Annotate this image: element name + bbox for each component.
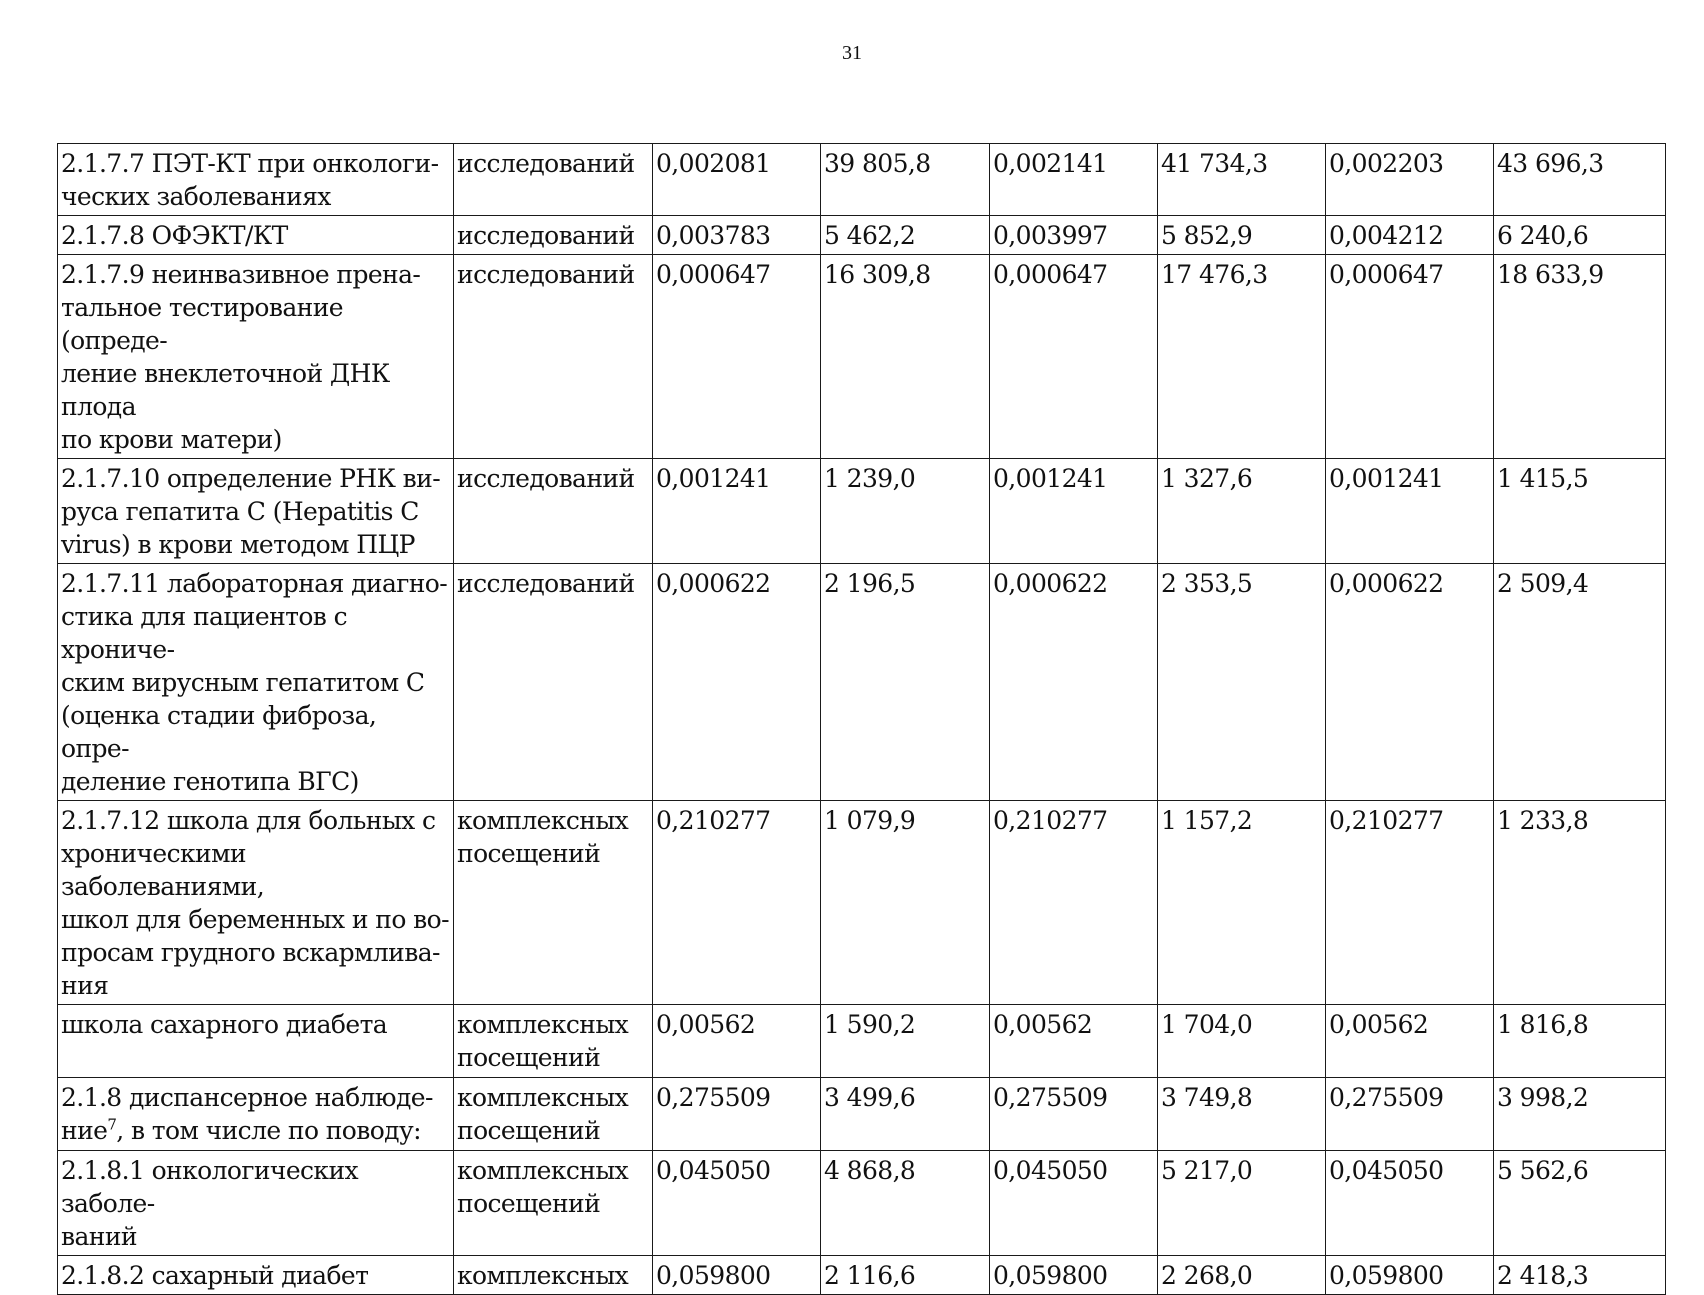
unit-line: исследований xyxy=(457,464,635,493)
service-name-line: virus) в крови методом ПЦР xyxy=(61,530,415,559)
service-name-line: 2.1.7.9 неинвазивное прена- xyxy=(61,260,421,289)
service-name-line: , в том числе по поводу: xyxy=(116,1116,421,1145)
volume-2024-cell: 0,059800 xyxy=(653,1256,821,1295)
cost-2026-cell: 6 240,6 xyxy=(1494,216,1666,255)
unit-line: исследований xyxy=(457,221,635,250)
unit-cell xyxy=(454,1005,653,1078)
volume-2025-cell: 0,210277 xyxy=(990,801,1158,1005)
service-name-line: руса гепатита С (Hepatitis С xyxy=(61,497,419,526)
service-name-line: 2.1.8.2 сахарный диабет xyxy=(61,1261,369,1290)
cost-2025-cell: 17 476,3 xyxy=(1158,255,1326,459)
service-name-cell xyxy=(58,255,454,459)
service-name-line: 2.1.7.12 школа для больных с xyxy=(61,806,436,835)
volume-2026-cell: 0,275509 xyxy=(1326,1078,1494,1151)
service-name-line: 2.1.8.1 онкологических заболе- xyxy=(61,1156,359,1218)
service-name-line: школа сахарного диабета xyxy=(61,1010,388,1039)
volume-2025-cell: 0,000647 xyxy=(990,255,1158,459)
unit-cell xyxy=(454,144,653,216)
service-name-line: (оценка стадии фиброза, опре- xyxy=(61,701,377,763)
volume-2025-cell: 0,001241 xyxy=(990,459,1158,564)
service-name-line: ние xyxy=(61,1116,108,1145)
table-row xyxy=(58,459,1666,564)
cost-2024-cell: 39 805,8 xyxy=(821,144,990,216)
table-row xyxy=(58,1151,1666,1256)
table-row xyxy=(58,255,1666,459)
data-table xyxy=(57,143,1666,1295)
unit-line: посещений xyxy=(457,1116,601,1145)
volume-2026-cell: 0,00562 xyxy=(1326,1005,1494,1078)
service-name-line: 2.1.8 диспансерное наблюде- xyxy=(61,1083,433,1112)
page-number: 31 xyxy=(842,42,862,64)
table-row xyxy=(58,216,1666,255)
service-name-cell xyxy=(58,1151,454,1256)
cost-2026-cell: 2 418,3 xyxy=(1494,1256,1666,1295)
volume-2025-cell: 0,045050 xyxy=(990,1151,1158,1256)
table-row xyxy=(58,564,1666,801)
unit-cell xyxy=(454,459,653,564)
volume-2024-cell: 0,210277 xyxy=(653,801,821,1005)
unit-line: комплексных xyxy=(457,1261,629,1290)
footnote-marker: 7 xyxy=(107,1115,117,1134)
volume-2026-cell: 0,210277 xyxy=(1326,801,1494,1005)
unit-line: посещений xyxy=(457,839,601,868)
volume-2024-cell: 0,00562 xyxy=(653,1005,821,1078)
service-name-line: ваний xyxy=(61,1222,137,1251)
unit-line: комплексных xyxy=(457,1083,629,1112)
cost-2025-cell: 41 734,3 xyxy=(1158,144,1326,216)
unit-line: посещений xyxy=(457,1189,601,1218)
unit-cell xyxy=(454,216,653,255)
cost-2025-cell: 2 268,0 xyxy=(1158,1256,1326,1295)
cost-2026-cell: 18 633,9 xyxy=(1494,255,1666,459)
cost-2024-cell: 3 499,6 xyxy=(821,1078,990,1151)
unit-cell xyxy=(454,564,653,801)
service-name-line: ния xyxy=(61,971,109,1000)
cost-2024-cell: 1 239,0 xyxy=(821,459,990,564)
volume-2024-cell: 0,045050 xyxy=(653,1151,821,1256)
service-name-line: 2.1.7.8 ОФЭКТ/КТ xyxy=(61,221,288,250)
volume-2026-cell: 0,002203 xyxy=(1326,144,1494,216)
volume-2026-cell: 0,004212 xyxy=(1326,216,1494,255)
volume-2025-cell: 0,002141 xyxy=(990,144,1158,216)
cost-2024-cell: 4 868,8 xyxy=(821,1151,990,1256)
service-name-cell xyxy=(58,144,454,216)
service-name-cell xyxy=(58,1005,454,1078)
unit-cell xyxy=(454,801,653,1005)
unit-line: комплексных xyxy=(457,806,629,835)
volume-2025-cell: 0,059800 xyxy=(990,1256,1158,1295)
volume-2025-cell: 0,000622 xyxy=(990,564,1158,801)
unit-line: исследований xyxy=(457,569,635,598)
cost-2026-cell: 1 816,8 xyxy=(1494,1005,1666,1078)
cost-2024-cell: 5 462,2 xyxy=(821,216,990,255)
cost-2026-cell: 1 415,5 xyxy=(1494,459,1666,564)
unit-cell xyxy=(454,1151,653,1256)
service-name-line: школ для беременных и по во- xyxy=(61,905,449,934)
volume-2024-cell: 0,002081 xyxy=(653,144,821,216)
volume-2025-cell: 0,275509 xyxy=(990,1078,1158,1151)
service-name-cell xyxy=(58,564,454,801)
table-row xyxy=(58,801,1666,1005)
service-name-cell xyxy=(58,1078,454,1151)
cost-2026-cell: 2 509,4 xyxy=(1494,564,1666,801)
service-name-cell xyxy=(58,459,454,564)
volume-2026-cell: 0,000622 xyxy=(1326,564,1494,801)
service-name-line: стика для пациентов с хрониче- xyxy=(61,602,348,664)
service-name-line: 2.1.7.11 лабораторная диагно- xyxy=(61,569,448,598)
service-name-cell xyxy=(58,216,454,255)
volume-2026-cell: 0,045050 xyxy=(1326,1151,1494,1256)
service-name-line: ским вирусным гепатитом С xyxy=(61,668,425,697)
unit-cell xyxy=(454,1256,653,1295)
volume-2024-cell: 0,003783 xyxy=(653,216,821,255)
unit-line: комплексных xyxy=(457,1156,629,1185)
unit-line: комплексных xyxy=(457,1010,629,1039)
cost-2025-cell: 5 217,0 xyxy=(1158,1151,1326,1256)
unit-line: исследований xyxy=(457,149,635,178)
cost-2026-cell: 43 696,3 xyxy=(1494,144,1666,216)
cost-2024-cell: 16 309,8 xyxy=(821,255,990,459)
unit-cell xyxy=(454,1078,653,1151)
service-name-line: 2.1.7.10 определение РНК ви- xyxy=(61,464,441,493)
cost-2026-cell: 3 998,2 xyxy=(1494,1078,1666,1151)
service-name-line: просам грудного вскармлива- xyxy=(61,938,440,967)
cost-2025-cell: 1 704,0 xyxy=(1158,1005,1326,1078)
volume-2025-cell: 0,00562 xyxy=(990,1005,1158,1078)
table-row xyxy=(58,1078,1666,1151)
volume-2024-cell: 0,000622 xyxy=(653,564,821,801)
volume-2026-cell: 0,001241 xyxy=(1326,459,1494,564)
service-name-line: по крови матери) xyxy=(61,425,282,454)
service-name-cell xyxy=(58,801,454,1005)
service-name-line: ческих заболеваниях xyxy=(61,182,331,211)
cost-2026-cell: 1 233,8 xyxy=(1494,801,1666,1005)
cost-2025-cell: 5 852,9 xyxy=(1158,216,1326,255)
service-name-line: тальное тестирование (опреде- xyxy=(61,293,343,355)
service-name-line: 2.1.7.7 ПЭТ-КТ при онкологи- xyxy=(61,149,439,178)
service-name-cell xyxy=(58,1256,454,1295)
unit-line: исследований xyxy=(457,260,635,289)
cost-2025-cell: 1 157,2 xyxy=(1158,801,1326,1005)
cost-2025-cell: 2 353,5 xyxy=(1158,564,1326,801)
unit-cell xyxy=(454,255,653,459)
service-name-line: деление генотипа ВГС) xyxy=(61,767,359,796)
volume-2024-cell: 0,000647 xyxy=(653,255,821,459)
volume-2024-cell: 0,001241 xyxy=(653,459,821,564)
cost-2026-cell: 5 562,6 xyxy=(1494,1151,1666,1256)
cost-2024-cell: 2 196,5 xyxy=(821,564,990,801)
volume-2026-cell: 0,000647 xyxy=(1326,255,1494,459)
unit-line: посещений xyxy=(457,1043,601,1072)
volume-2024-cell: 0,275509 xyxy=(653,1078,821,1151)
table-row xyxy=(58,144,1666,216)
cost-2025-cell: 1 327,6 xyxy=(1158,459,1326,564)
cost-2024-cell: 2 116,6 xyxy=(821,1256,990,1295)
volume-2025-cell: 0,003997 xyxy=(990,216,1158,255)
cost-2024-cell: 1 590,2 xyxy=(821,1005,990,1078)
table-row xyxy=(58,1005,1666,1078)
cost-2024-cell: 1 079,9 xyxy=(821,801,990,1005)
service-name-line: хроническими заболеваниями, xyxy=(61,839,265,901)
volume-2026-cell: 0,059800 xyxy=(1326,1256,1494,1295)
cost-2025-cell: 3 749,8 xyxy=(1158,1078,1326,1151)
service-name-line: ление внеклеточной ДНК плода xyxy=(61,359,390,421)
table-row xyxy=(58,1256,1666,1295)
